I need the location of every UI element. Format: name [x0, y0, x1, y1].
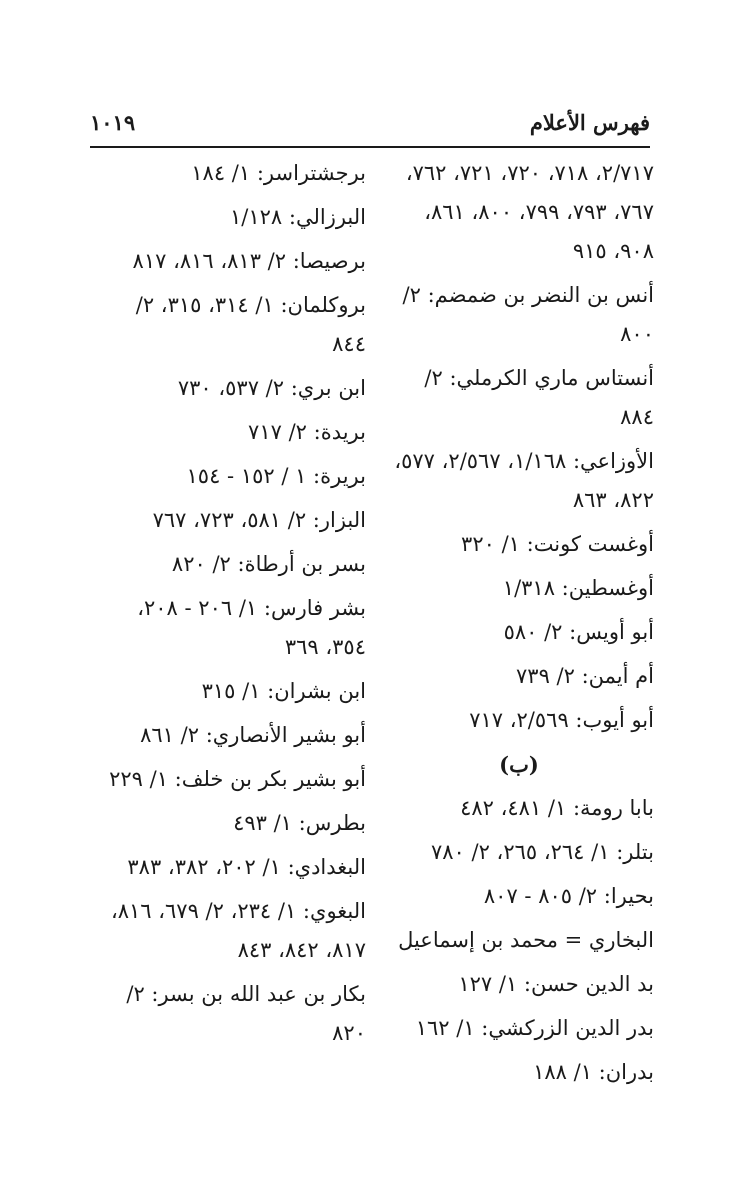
index-entry: برصيصا: ٢/ ٨١٣، ٨١٦، ٨١٧ — [132, 249, 366, 273]
index-entry: بطرس: ١/ ٤٩٣ — [233, 811, 366, 835]
index-entry: بريدة: ٢/ ٧١٧ — [248, 420, 366, 444]
index-entry: بحيرا: ٢/ ٨٠٥ - ٨٠٧ — [483, 884, 654, 908]
index-entry: بسر بن أرطاة: ٢/ ٨٢٠ — [171, 552, 366, 576]
index-entry: ابن بري: ٢/ ٥٣٧، ٧٣٠ — [177, 376, 366, 400]
index-entry: البخاري = محمد بن إسماعيل — [398, 928, 654, 952]
index-entry: أوغست كونت: ١/ ٣٢٠ — [461, 532, 654, 556]
index-entry: ٢/٧١٧، ٧١٨، ٧٢٠، ٧٢١، ٧٦٢، ٧٦٧، ٧٩٣، ٧٩٩، ٨٠٠، ٨٦١، ٩٠٨، ٩١٥ — [405, 161, 654, 263]
index-entry: أنستاس ماري الكرملي: ٢/ ٨٨٤ — [424, 366, 654, 429]
index-entry: أنس بن النضر بن ضمضم: ٢/ ٨٠٠ — [402, 283, 654, 346]
index-entry: أبو بشير بكر بن خلف: ١/ ٢٢٩ — [109, 767, 366, 791]
index-entry: بروكلمان: ١/ ٣١٤، ٣١٥، ٢/ ٨٤٤ — [135, 293, 366, 356]
index-entry: البغدادي: ١/ ٢٠٢، ٣٨٢، ٣٨٣ — [127, 855, 366, 879]
index-entry: بابا رومة: ١/ ٤٨١، ٤٨٢ — [460, 796, 654, 820]
index-entry: بريرة: ١ / ١٥٢ - ١٥٤ — [186, 464, 366, 488]
index-entry: أبو بشير الأنصاري: ٢/ ٨٦١ — [140, 723, 366, 747]
section-letter-heading: (ب) — [499, 752, 539, 777]
index-entry: بشر فارس: ١/ ٢٠٦ - ٢٠٨، ٣٥٤، ٣٦٩ — [137, 596, 366, 659]
index-entry: بد الدين حسن: ١/ ١٢٧ — [458, 972, 654, 996]
index-entry: البرزالي: ١/١٢٨ — [230, 205, 366, 229]
index-entry: أوغسطين: ١/٣١٨ — [502, 576, 654, 600]
index-entry: ابن بشران: ١/ ٣١٥ — [201, 679, 366, 703]
index-entry: أبو أيوب: ٢/٥٦٩، ٧١٧ — [469, 708, 654, 732]
index-entry: بكار بن عبد الله بن بسر: ٢/ ٨٢٠ — [126, 982, 366, 1045]
page-header — [90, 108, 650, 148]
index-entry: البزار: ٢/ ٥٨١، ٧٢٣، ٧٦٧ — [152, 508, 366, 532]
index-entry: أبو أويس: ٢/ ٥٨٠ — [503, 620, 654, 644]
index-entry: بتلر: ١/ ٢٦٤، ٢٦٥، ٢/ ٧٨٠ — [430, 840, 654, 864]
running-title: فهرس الأعلام — [529, 110, 650, 135]
index-entry: البغوي: ١/ ٢٣٤، ٢/ ٦٧٩، ٨١٦، ٨١٧، ٨٤٢، ٨٤٣ — [110, 899, 366, 962]
index-entry: برجشتراسر: ١/ ١٨٤ — [191, 161, 366, 185]
index-entry: بدران: ١/ ١٨٨ — [533, 1060, 654, 1084]
index-column-right — [384, 154, 654, 1097]
index-column-left — [96, 154, 366, 1058]
index-entry: الأوزاعي: ١/١٦٨، ٢/٥٦٧، ٥٧٧، ٨٢٢، ٨٦٣ — [394, 449, 654, 512]
index-entry: أم أيمن: ٢/ ٧٣٩ — [516, 664, 654, 688]
index-entry: بدر الدين الزركشي: ١/ ١٦٢ — [415, 1016, 654, 1040]
page-number: ١٠١٩ — [90, 110, 136, 135]
